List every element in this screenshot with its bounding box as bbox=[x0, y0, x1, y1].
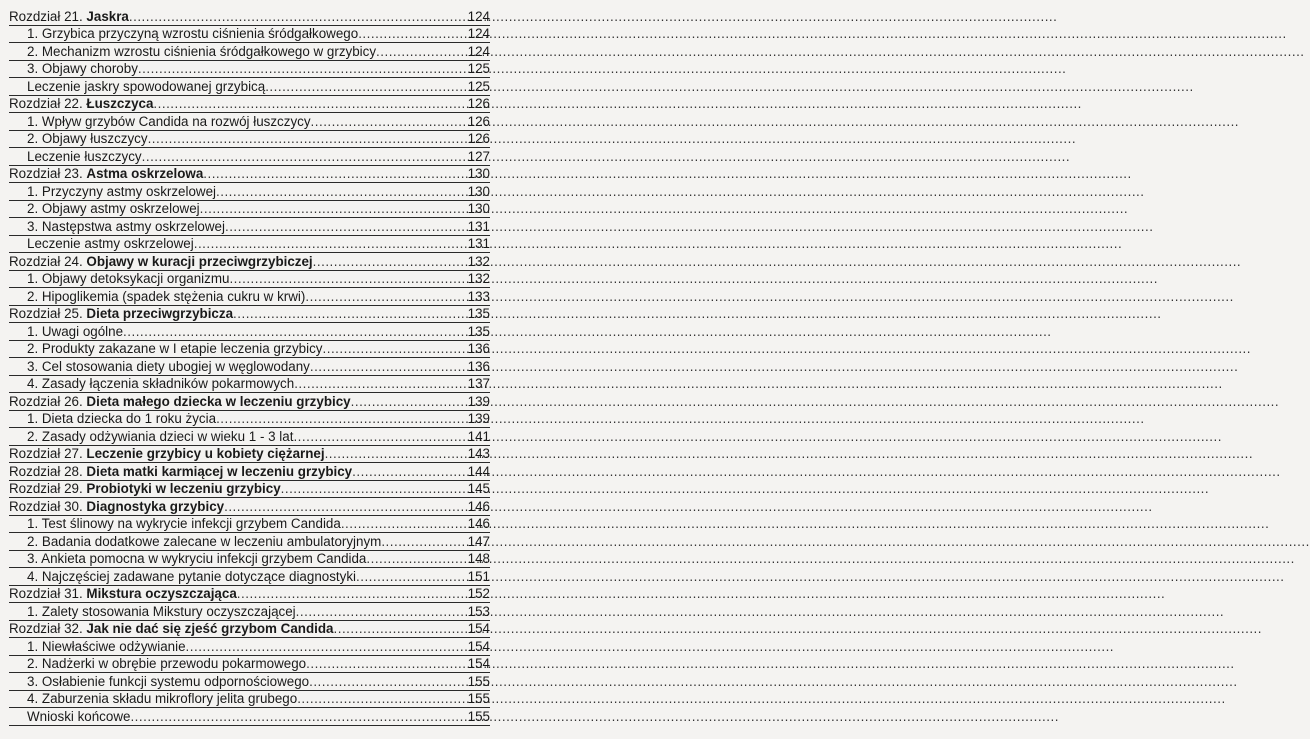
section-title: 3. Osłabienie funkcji systemu odpornościowego bbox=[27, 673, 310, 689]
page-number: 130 bbox=[467, 201, 490, 216]
toc-section-row bbox=[9, 236, 490, 254]
dot-leader bbox=[381, 534, 458, 550]
chapter-title: Dieta przeciwgrzybicza bbox=[86, 306, 234, 321]
dot-leader bbox=[313, 254, 458, 270]
toc-entry-label bbox=[9, 9, 129, 25]
toc-chapter-row bbox=[9, 481, 490, 499]
toc-chapter-row bbox=[9, 498, 490, 516]
dot-leader bbox=[186, 639, 458, 655]
page-number: 154 bbox=[467, 656, 490, 671]
chapter-number: Rozdział 31. bbox=[9, 586, 87, 601]
page-number: 131 bbox=[467, 218, 490, 234]
toc-entry-label bbox=[27, 551, 366, 567]
section-title: 3. Cel stosowania diety ubogiej w węglowodany bbox=[27, 358, 310, 374]
dot-leader bbox=[323, 341, 459, 357]
toc-chapter-row bbox=[9, 463, 490, 481]
section-title: 2. Produkty zakazane w I etapie leczenia grzybicy bbox=[27, 341, 323, 356]
chapter-title: Jak nie dać się zjeść grzybom Candida bbox=[86, 621, 334, 636]
toc-entry-label bbox=[27, 569, 356, 585]
page-number: 127 bbox=[467, 148, 490, 164]
toc-chapter-row bbox=[9, 586, 490, 604]
document-page bbox=[0, 0, 500, 739]
toc-entry-label bbox=[27, 149, 142, 165]
section-title: Leczenie astmy oskrzelowej bbox=[27, 236, 194, 251]
dot-leader bbox=[352, 464, 458, 480]
page-number: 154 bbox=[467, 621, 490, 636]
page-number: 146 bbox=[467, 498, 490, 514]
chapter-title: Astma oskrzelowa bbox=[86, 166, 204, 181]
page-number: 130 bbox=[467, 166, 490, 181]
section-title: 1. Wpływ grzybów Candida na rozwój łuszczycy bbox=[27, 113, 311, 129]
chapter-number: Rozdział 29. bbox=[9, 481, 87, 496]
dot-leader bbox=[325, 446, 458, 462]
chapter-number: Rozdział 21. bbox=[9, 8, 87, 24]
section-title: 1. Niewłaściwe odżywianie bbox=[27, 638, 186, 654]
toc-section-row bbox=[9, 533, 490, 551]
page-number: 137 bbox=[467, 376, 490, 391]
toc-entry-label bbox=[27, 271, 229, 287]
toc-section-row bbox=[9, 428, 490, 446]
page-number: 130 bbox=[467, 183, 490, 199]
toc-entry-label bbox=[27, 201, 200, 217]
section-title: 1. Dieta dziecka do 1 roku życia bbox=[27, 411, 217, 426]
chapter-title: Mikstura oczyszczająca bbox=[86, 586, 237, 601]
toc-entry-label bbox=[9, 481, 281, 497]
chapter-number: Rozdział 26. bbox=[9, 393, 87, 409]
dot-leader bbox=[306, 656, 458, 672]
dot-leader bbox=[281, 481, 458, 497]
dot-leader bbox=[123, 324, 458, 340]
dot-leader bbox=[351, 394, 458, 410]
page-number: 135 bbox=[467, 323, 490, 339]
dot-leader bbox=[311, 114, 458, 130]
dot-leader bbox=[305, 289, 458, 305]
toc-entry-label bbox=[27, 131, 148, 147]
toc-section-row bbox=[9, 358, 490, 376]
section-title: 4. Najczęściej zadawane pytanie dotyczące diagnostyki bbox=[27, 568, 356, 584]
chapter-title: Objawy w kuracji przeciwgrzybiczej bbox=[86, 253, 313, 269]
chapter-title: Łuszczyca bbox=[86, 96, 154, 111]
toc-section-row bbox=[9, 691, 490, 709]
dot-leader bbox=[341, 516, 458, 532]
toc-entry-label bbox=[27, 534, 381, 550]
page-number: 153 bbox=[467, 603, 490, 619]
chapter-title: Jaskra bbox=[86, 8, 129, 24]
page-number: 126 bbox=[467, 131, 490, 146]
toc-chapter-row bbox=[9, 96, 490, 114]
section-title: 2. Zasady odżywiania dzieci w wieku 1 - 3 lat bbox=[27, 428, 294, 444]
chapter-number: Rozdział 28. bbox=[9, 463, 87, 479]
page-number: 132 bbox=[467, 271, 490, 286]
dot-leader bbox=[130, 709, 458, 725]
dot-leader bbox=[216, 411, 458, 427]
dot-leader bbox=[296, 604, 458, 620]
toc-section-row bbox=[9, 218, 490, 236]
toc-entry-label bbox=[9, 446, 325, 462]
section-title: 1. Test ślinowy na wykrycie infekcji grzybem Candida bbox=[27, 516, 341, 531]
toc-entry-label bbox=[27, 236, 194, 252]
toc-entry-label bbox=[9, 254, 313, 270]
page-number: 132 bbox=[467, 253, 490, 269]
toc-section-row bbox=[9, 603, 490, 621]
toc-section-row bbox=[9, 411, 490, 429]
dot-leader bbox=[225, 219, 458, 235]
section-title: Leczenie jaskry spowodowanej grzybicą bbox=[27, 78, 266, 94]
toc-section-row bbox=[9, 708, 490, 726]
toc-section-row bbox=[9, 271, 490, 289]
toc-entry-label bbox=[9, 166, 203, 182]
page-number: 139 bbox=[467, 411, 490, 426]
toc-entry-label bbox=[27, 184, 216, 200]
dot-leader bbox=[293, 429, 458, 445]
section-title: 4. Zasady łączenia składników pokarmowych bbox=[27, 376, 295, 391]
dot-leader bbox=[237, 586, 458, 602]
dot-leader bbox=[366, 551, 458, 567]
chapter-number: Rozdział 24. bbox=[9, 253, 87, 269]
toc-chapter-row bbox=[9, 166, 490, 184]
dot-leader bbox=[376, 44, 458, 60]
toc-entry-label bbox=[27, 79, 265, 95]
dot-leader bbox=[309, 674, 458, 690]
toc-entry-label bbox=[27, 516, 341, 532]
page-number: 148 bbox=[467, 551, 490, 566]
chapter-number: Rozdział 22. bbox=[9, 96, 87, 111]
toc-entry-label bbox=[27, 26, 358, 42]
page-number: 136 bbox=[467, 341, 490, 356]
dot-leader bbox=[203, 166, 458, 182]
dot-leader bbox=[294, 376, 458, 392]
toc-entry-label bbox=[27, 324, 123, 340]
section-title: 2. Objawy astmy oskrzelowej bbox=[27, 201, 200, 216]
toc-entry-label bbox=[27, 691, 297, 707]
section-title: Leczenie łuszczycy bbox=[27, 148, 142, 164]
toc-section-row bbox=[9, 341, 490, 359]
page-number: 125 bbox=[467, 61, 490, 76]
page-number: 125 bbox=[467, 78, 490, 94]
dot-leader bbox=[358, 26, 458, 42]
page-number: 155 bbox=[467, 708, 490, 724]
section-title: 2. Objawy łuszczycy bbox=[27, 131, 148, 146]
chapter-title: Probiotyki w leczeniu grzybicy bbox=[86, 481, 281, 496]
page-number: 155 bbox=[467, 673, 490, 689]
section-title: 2. Hipoglikemia (spadek stężenia cukru w krwi) bbox=[27, 288, 306, 304]
toc-section-row bbox=[9, 148, 490, 166]
section-title: 1. Przyczyny astmy oskrzelowej bbox=[27, 183, 217, 199]
toc-section-row bbox=[9, 131, 490, 149]
dot-leader bbox=[216, 184, 458, 200]
page-number: 152 bbox=[467, 586, 490, 601]
dot-leader bbox=[148, 131, 458, 147]
dot-leader bbox=[200, 201, 458, 217]
dot-leader bbox=[310, 359, 458, 375]
dot-leader bbox=[265, 79, 458, 95]
dot-leader bbox=[334, 621, 458, 637]
dot-leader bbox=[297, 691, 458, 707]
chapter-number: Rozdział 25. bbox=[9, 306, 87, 321]
toc-section-row bbox=[9, 376, 490, 394]
toc-entry-label bbox=[27, 411, 216, 427]
toc-chapter-row bbox=[9, 306, 490, 324]
page-number: 155 bbox=[467, 691, 490, 706]
section-title: 2. Badania dodatkowe zalecane w leczeniu ambulatoryjnym bbox=[27, 533, 382, 549]
chapter-title: Leczenie grzybicy u kobiety ciężarnej bbox=[86, 446, 325, 461]
toc-entry-label bbox=[9, 306, 233, 322]
chapter-title: Dieta matki karmiącej w leczeniu grzybicy bbox=[86, 463, 353, 479]
toc-section-row bbox=[9, 201, 490, 219]
toc-entry-label bbox=[27, 289, 305, 305]
section-title: Wnioski końcowe bbox=[27, 708, 131, 724]
chapter-title: Diagnostyka grzybicy bbox=[86, 498, 225, 514]
toc-section-row bbox=[9, 638, 490, 656]
toc-section-row bbox=[9, 656, 490, 674]
section-title: 1. Grzybica przyczyną wzrostu ciśnienia śródgałkowego bbox=[27, 26, 359, 41]
toc-entry-label bbox=[27, 219, 225, 235]
toc-entry-label bbox=[27, 429, 293, 445]
section-title: 2. Mechanizm wzrostu ciśnienia śródgałkowego w grzybicy bbox=[27, 43, 377, 59]
page-number: 124 bbox=[467, 43, 490, 59]
toc-section-row bbox=[9, 78, 490, 96]
dot-leader bbox=[129, 9, 458, 25]
toc-entry-label bbox=[9, 621, 334, 637]
dot-leader bbox=[233, 306, 458, 322]
toc-entry-label bbox=[27, 604, 296, 620]
page-number: 139 bbox=[467, 393, 490, 409]
chapter-number: Rozdział 32. bbox=[9, 621, 87, 636]
toc-chapter-row bbox=[9, 8, 490, 26]
toc-entry-label bbox=[9, 464, 352, 480]
toc-entry-label bbox=[27, 61, 138, 77]
chapter-title: Dieta małego dziecka w leczeniu grzybicy bbox=[86, 393, 351, 409]
page-number: 144 bbox=[467, 463, 490, 479]
toc-entry-label bbox=[27, 709, 130, 725]
toc-entry-label bbox=[9, 394, 351, 410]
toc-chapter-row bbox=[9, 446, 490, 464]
section-title: 4. Zaburzenia składu mikroflory jelita grubego bbox=[27, 691, 298, 706]
toc-section-row bbox=[9, 323, 490, 341]
page-number: 154 bbox=[467, 638, 490, 654]
toc-chapter-row bbox=[9, 393, 490, 411]
page-number: 133 bbox=[467, 288, 490, 304]
toc-entry-label bbox=[9, 586, 237, 602]
toc-entry-label bbox=[9, 499, 224, 515]
section-title: 1. Objawy detoksykacji organizmu bbox=[27, 271, 230, 286]
dot-leader bbox=[138, 61, 458, 77]
toc-entry-label bbox=[27, 114, 311, 130]
page-number: 145 bbox=[467, 481, 490, 496]
toc-entry-label bbox=[27, 44, 376, 60]
toc-section-row bbox=[9, 288, 490, 306]
page-number: 135 bbox=[467, 306, 490, 321]
toc-section-row bbox=[9, 183, 490, 201]
page-number: 124 bbox=[467, 8, 490, 24]
toc-section-row bbox=[9, 43, 490, 61]
page-number: 131 bbox=[467, 236, 490, 251]
dot-leader bbox=[142, 149, 458, 165]
toc-entry-label bbox=[27, 656, 306, 672]
toc-section-row bbox=[9, 26, 490, 44]
table-of-contents bbox=[9, 8, 490, 726]
toc-section-row bbox=[9, 113, 490, 131]
toc-section-row bbox=[9, 568, 490, 586]
section-title: 1. Zalety stosowania Mikstury oczyszczającej bbox=[27, 603, 296, 619]
page-number: 126 bbox=[467, 96, 490, 111]
page-number: 124 bbox=[467, 26, 490, 41]
toc-entry-label bbox=[27, 639, 186, 655]
section-title: 3. Ankieta pomocna w wykryciu infekcji grzybem Candida bbox=[27, 551, 367, 566]
section-title: 3. Następstwa astmy oskrzelowej bbox=[27, 218, 225, 234]
section-title: 2. Nadżerki w obrębie przewodu pokarmowego bbox=[27, 656, 307, 671]
toc-entry-label bbox=[27, 359, 310, 375]
toc-section-row bbox=[9, 551, 490, 569]
toc-section-row bbox=[9, 516, 490, 534]
page-number: 136 bbox=[467, 358, 490, 374]
section-title: 1. Uwagi ogólne bbox=[27, 323, 124, 339]
page-number: 146 bbox=[467, 516, 490, 531]
chapter-number: Rozdział 27. bbox=[9, 446, 87, 461]
toc-entry-label bbox=[27, 376, 294, 392]
toc-section-row bbox=[9, 61, 490, 79]
toc-entry-label bbox=[27, 341, 323, 357]
section-title: 3. Objawy choroby bbox=[27, 61, 138, 76]
page-number: 147 bbox=[467, 533, 490, 549]
toc-chapter-row bbox=[9, 253, 490, 271]
chapter-number: Rozdział 30. bbox=[9, 498, 87, 514]
toc-chapter-row bbox=[9, 621, 490, 639]
dot-leader bbox=[194, 236, 458, 252]
toc-entry-label bbox=[9, 96, 153, 112]
chapter-number: Rozdział 23. bbox=[9, 166, 87, 181]
dot-leader bbox=[153, 96, 458, 112]
toc-entry-label bbox=[27, 674, 309, 690]
dot-leader bbox=[356, 569, 458, 585]
page-number: 143 bbox=[467, 446, 490, 461]
page-number: 151 bbox=[467, 568, 490, 584]
toc-section-row bbox=[9, 673, 490, 691]
dot-leader bbox=[224, 499, 458, 515]
page-number: 141 bbox=[467, 428, 490, 444]
page-number: 126 bbox=[467, 113, 490, 129]
dot-leader bbox=[229, 271, 458, 287]
